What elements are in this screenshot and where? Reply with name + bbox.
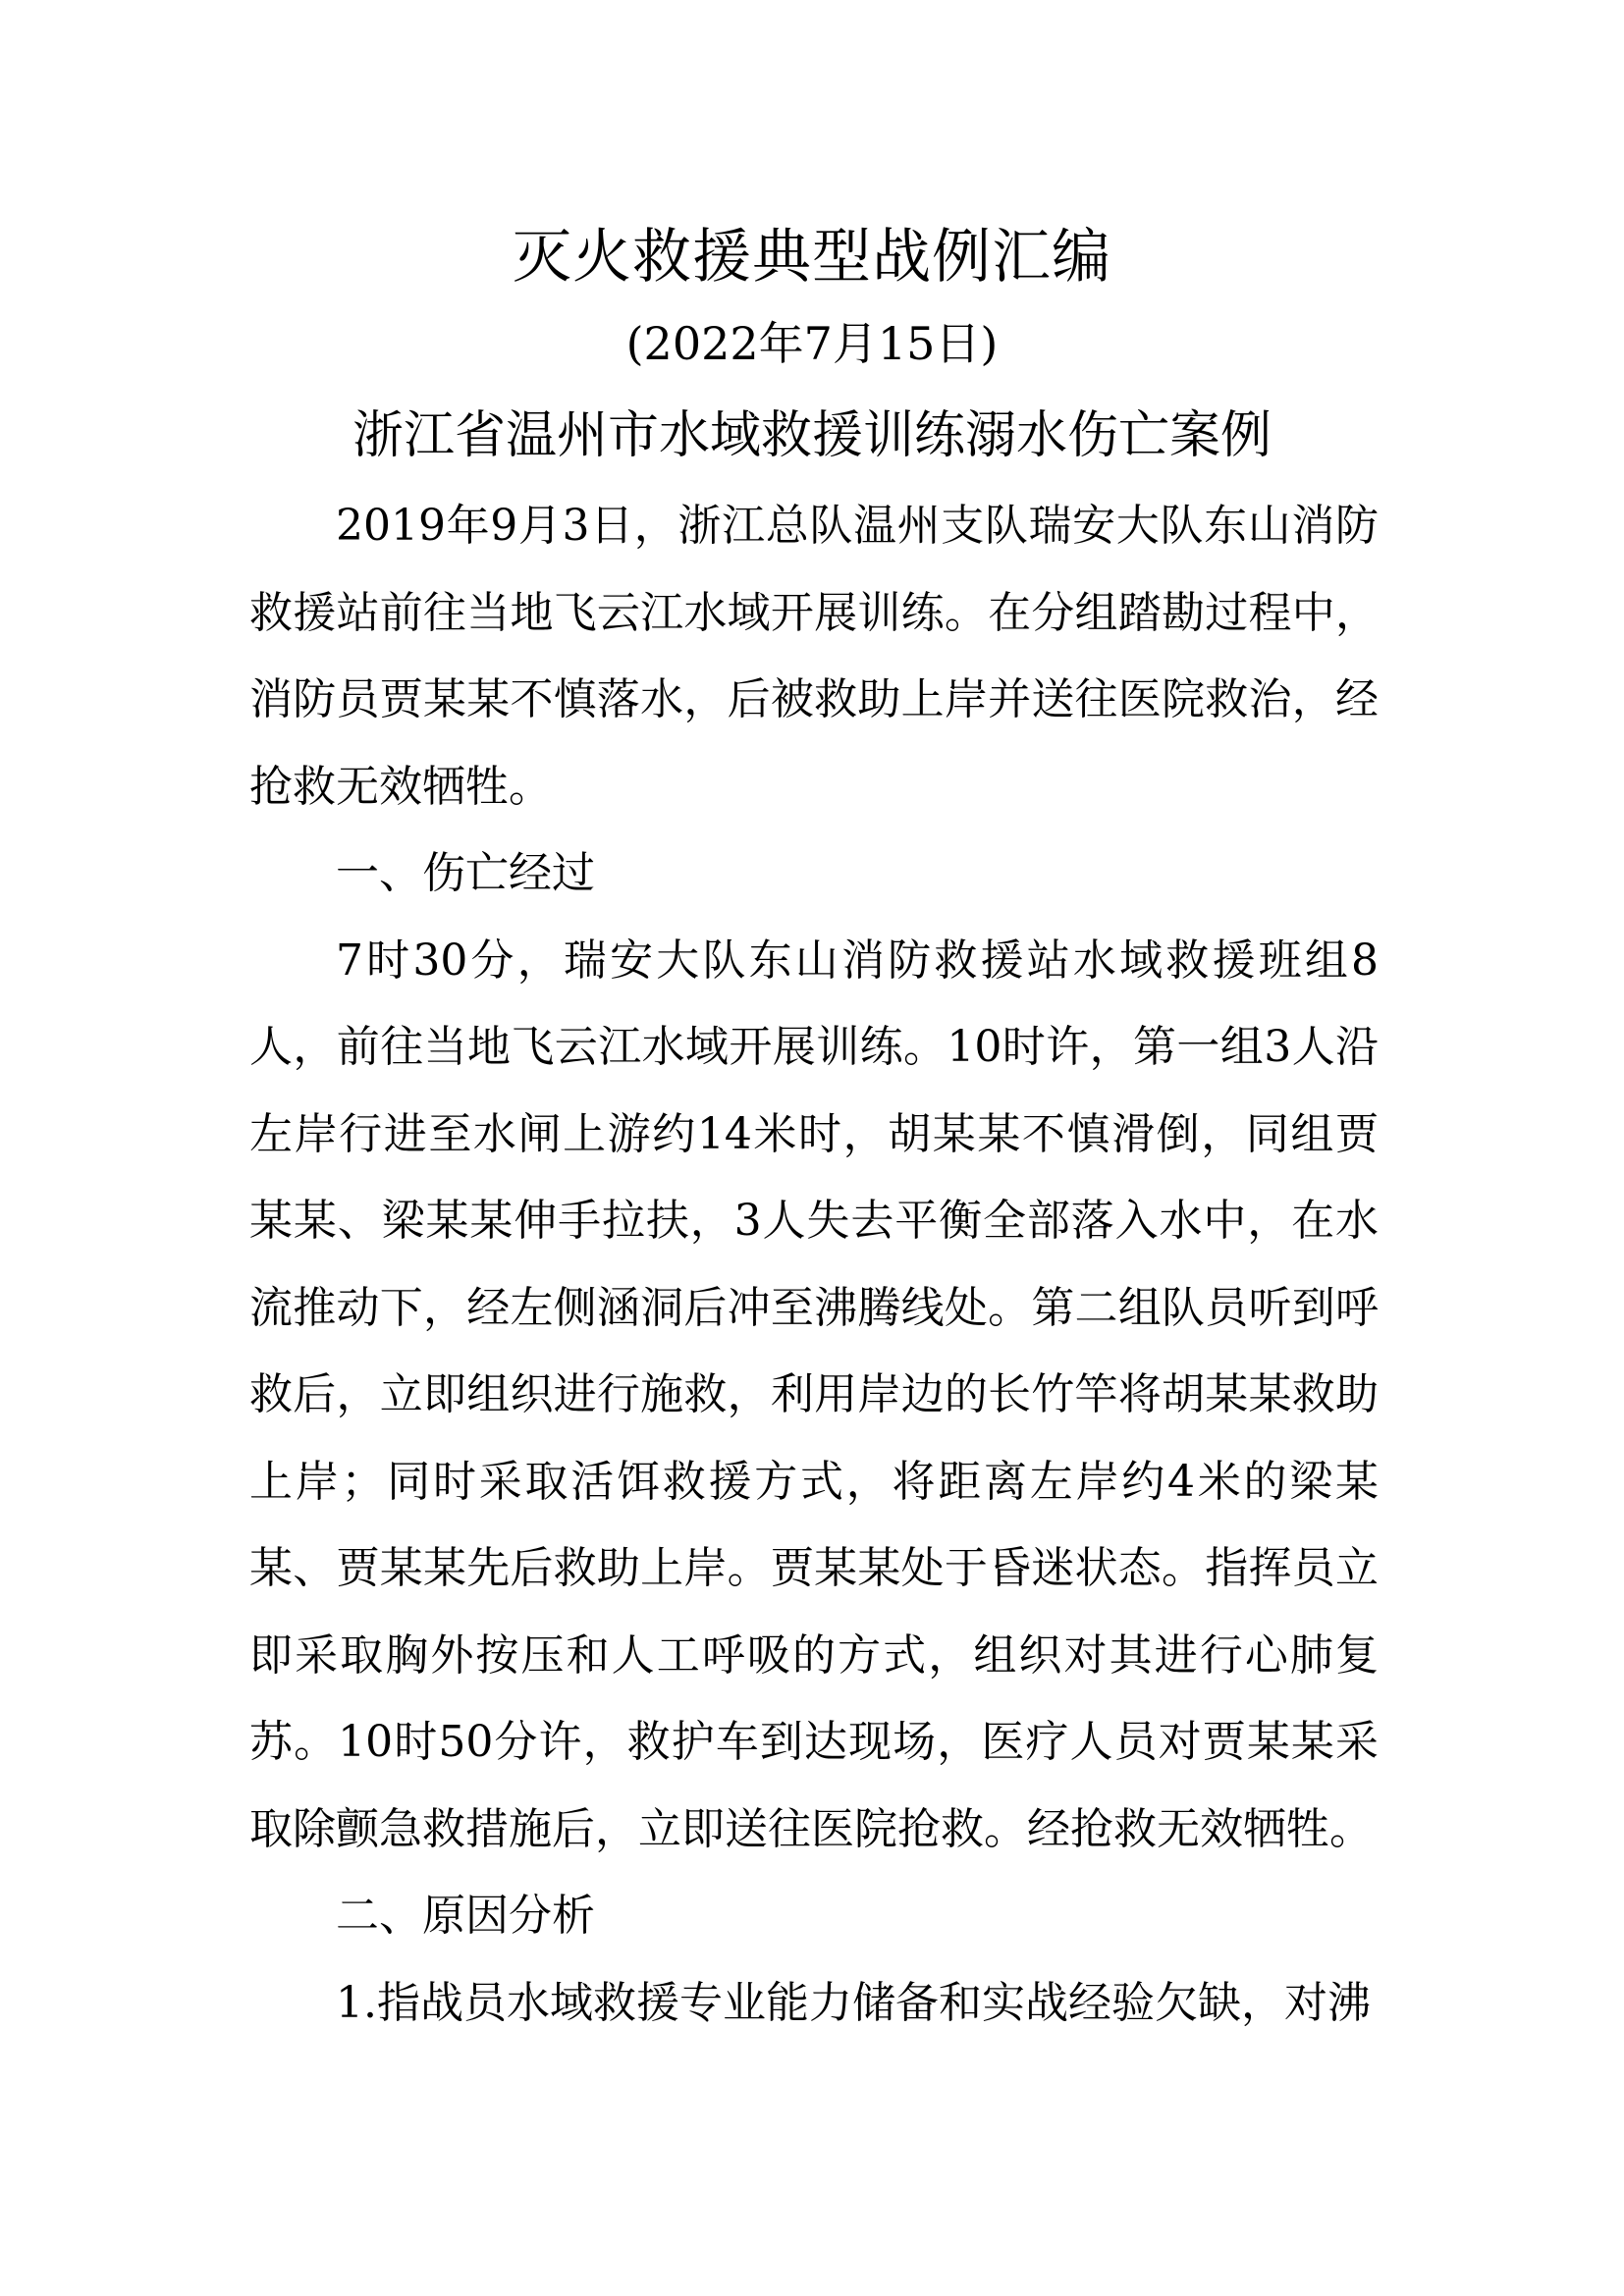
document-title: 灭火救援典型战例汇编	[513, 223, 1111, 292]
section-heading-casualty: 一、伤亡经过	[336, 848, 595, 898]
case-title: 浙江省温州市水域救援训练溺水伤亡案例	[352, 406, 1272, 465]
document-body	[249, 483, 1379, 2047]
document-date: (2022年7月15日)	[625, 317, 999, 370]
analysis-paragraph: 1.指战员水域救援专业能力储备和实战经验欠缺，对沸	[336, 1977, 1371, 2028]
casualty-paragraph: 7时30分，瑞安大队东山消防救援站水域救援班组8人，前往当地飞云江水域开展训练。10时许，第一组3人沿左岸行进至水闸上游约14米时，胡某某不慎滑倒，同组贾某某、梁某某伸手拉扶，3人失去平衡全部落入水中，在水流推动下，经左侧涵洞后冲至沸腾线处。第二组队员听到呼救后，立即组织进行施救，利用岸边的长竹竿将胡某某救助上岸；同时采取活饵救援方式，将距离左岸约4米的梁某某、贾某某先后救助上岸。贾某某处于昏迷状态。指挥员立即采取胸外按压和人工呼吸的方式，组织对其进行心肺复苏。10时50分许，救护车到达现场，医疗人员对贾某某采取除颤急救措施后，立即送往医院抢救。经抢救无效牺牲。	[249, 934, 1379, 1854]
intro-paragraph: 2019年9月3日，浙江总队温州支队瑞安大队东山消防救援站前往当地飞云江水域开展训练。在分组踏勘过程中，消防员贾某某不慎落水，后被救助上岸并送往医院救治，经抢救无效牺牲。	[249, 501, 1379, 812]
section-heading-analysis: 二、原因分析	[336, 1891, 595, 1941]
